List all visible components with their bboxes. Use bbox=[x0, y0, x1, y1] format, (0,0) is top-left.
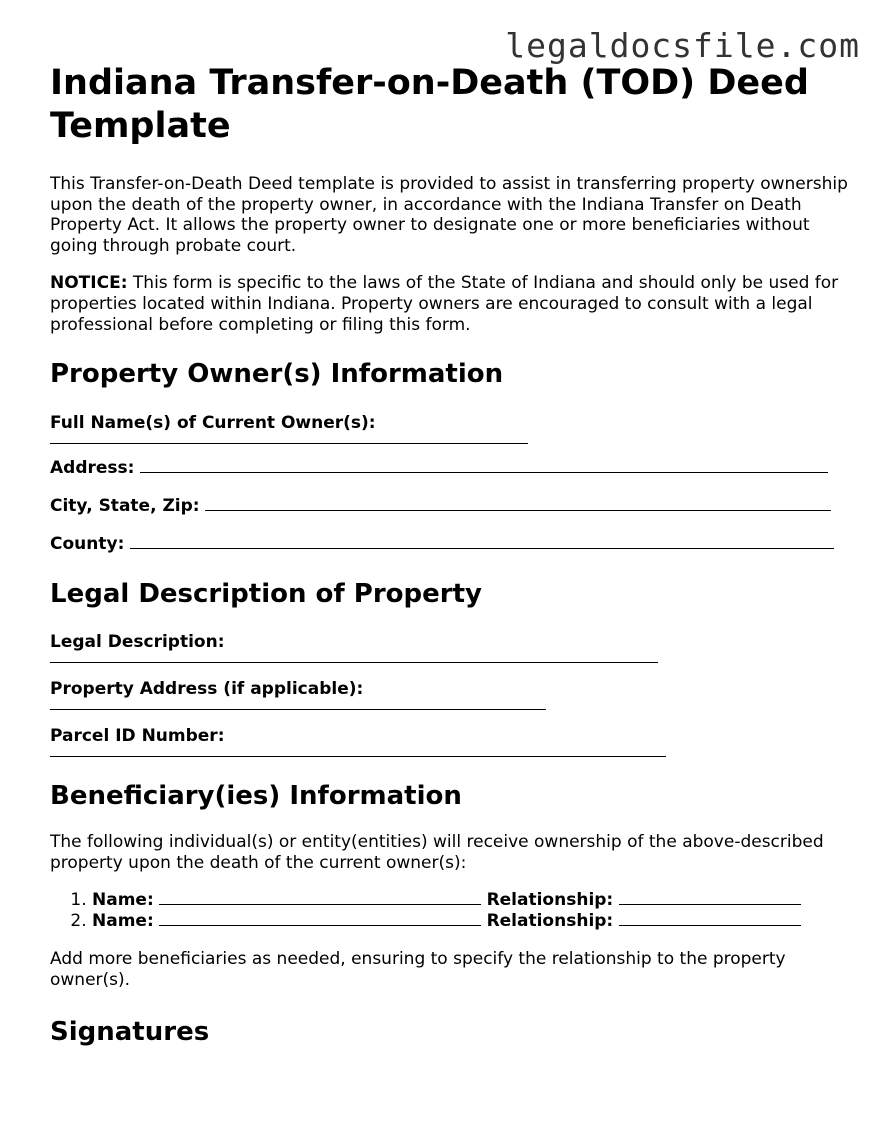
signatures-section-heading: Signatures bbox=[50, 1016, 210, 1047]
beneficiary-2-relationship-line[interactable] bbox=[619, 911, 801, 926]
legal-description-label: Legal Description: bbox=[50, 632, 225, 653]
legal-description-line[interactable] bbox=[50, 653, 658, 663]
beneficiary-section-heading: Beneficiary(ies) Information bbox=[50, 781, 462, 812]
city-state-zip-label: City, State, Zip: bbox=[50, 496, 200, 517]
notice-label: NOTICE: bbox=[50, 273, 128, 294]
beneficiary-2-name-line[interactable] bbox=[159, 911, 481, 926]
full-name-field bbox=[50, 412, 850, 434]
full-name-label: Full Name(s) of Current Owner(s): bbox=[50, 413, 376, 434]
beneficiary-item-1 bbox=[92, 890, 850, 911]
full-name-line[interactable] bbox=[50, 434, 528, 444]
notice-text: This form is specific to the laws of the State of Indiana and should only be used for properties located within Indiana. Property owners are encouraged to consult with a legal professional before completing or filing this form. bbox=[50, 273, 839, 335]
beneficiary-1-relationship-label: Relationship: bbox=[486, 890, 614, 911]
county-line[interactable] bbox=[130, 534, 834, 549]
property-address-label: Property Address (if applicable): bbox=[50, 679, 364, 700]
beneficiary-1-name-line[interactable] bbox=[159, 890, 481, 905]
intro-paragraph: This Transfer-on-Death Deed template is provided to assist in transferring property ownership upon the death of the property owner, in accordance with the Indiana Transfer on Death Property Act. It allows the property owner to designate one or more beneficiaries without going through probate court. bbox=[50, 174, 848, 256]
county-field bbox=[50, 533, 850, 555]
owner-section-heading: Property Owner(s) Information bbox=[50, 359, 504, 390]
parcel-id-line[interactable] bbox=[50, 747, 666, 757]
beneficiary-2-name-label: Name: bbox=[92, 911, 154, 932]
beneficiary-intro: The following individual(s) or entity(entities) will receive ownership of the above-described property upon the death of the current owner(s): bbox=[50, 832, 824, 873]
legal-section-heading: Legal Description of Property bbox=[50, 579, 482, 610]
beneficiary-1-relationship-line[interactable] bbox=[619, 890, 801, 905]
notice-paragraph bbox=[50, 273, 850, 335]
address-line[interactable] bbox=[140, 458, 828, 473]
watermark: legaldocsfile.com bbox=[505, 26, 860, 65]
beneficiary-note: Add more beneficiaries as needed, ensuring to specify the relationship to the property owner(s). bbox=[50, 949, 786, 990]
beneficiary-1-name-label: Name: bbox=[92, 890, 154, 911]
beneficiary-item-2 bbox=[92, 911, 850, 932]
property-address-field bbox=[50, 678, 850, 700]
city-state-zip-field bbox=[50, 495, 850, 517]
beneficiary-2-relationship-label: Relationship: bbox=[486, 911, 614, 932]
parcel-id-field bbox=[50, 725, 850, 747]
parcel-id-label: Parcel ID Number: bbox=[50, 726, 225, 747]
legal-description-field bbox=[50, 631, 850, 653]
beneficiary-list bbox=[50, 890, 850, 932]
address-field bbox=[50, 457, 850, 479]
city-state-zip-line[interactable] bbox=[205, 496, 831, 511]
address-label: Address: bbox=[50, 458, 135, 479]
page-title: Indiana Transfer-on-Death (TOD) Deed Template bbox=[50, 63, 809, 146]
county-label: County: bbox=[50, 534, 125, 555]
property-address-line[interactable] bbox=[50, 700, 546, 710]
document-page bbox=[50, 62, 850, 1048]
